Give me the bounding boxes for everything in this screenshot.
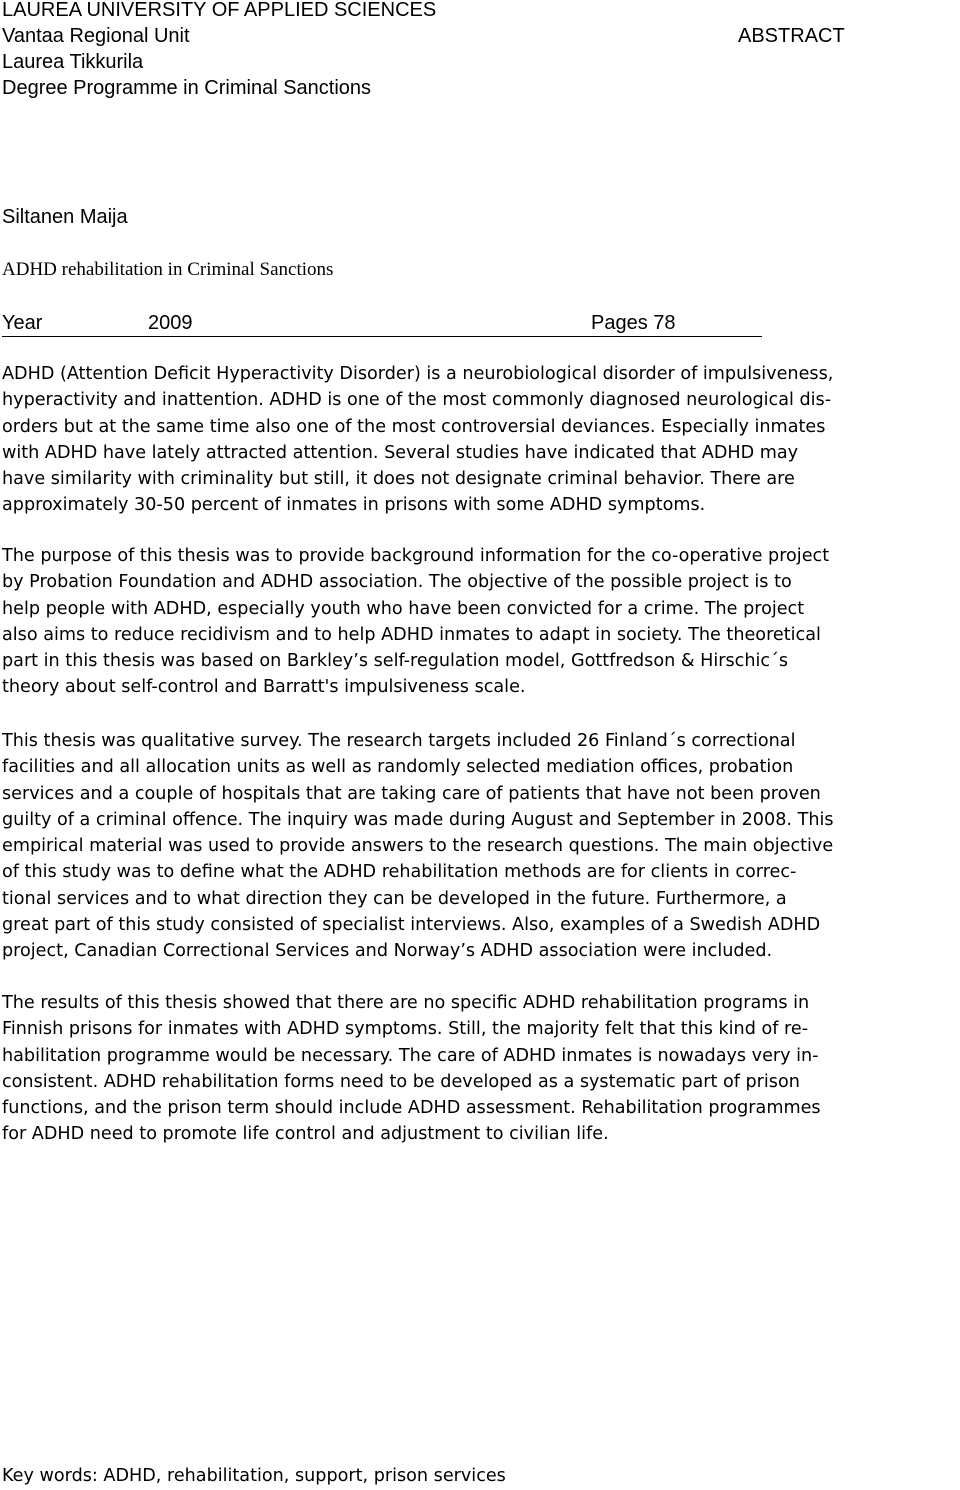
degree-programme: Degree Programme in Criminal Sanctions bbox=[2, 77, 372, 99]
year-label: Year bbox=[2, 312, 43, 334]
campus-name: Laurea Tikkurila bbox=[2, 51, 144, 73]
abstract-paragraph: The results of this thesis showed that there are no specific ADHD rehabilitation programs in Finnish prisons for inmates with ADHD symptoms. Still, the majority felt that this kind of re- habilitation programme would be necessary. The care of ADHD inmates is nowadays very in- consistent. ADHD rehabilitation forms need to be developed as a systematic part of prison functions, and the prison term should include ADHD assessment. Rehabilitation programmes for ADHD need to promote life control and adjustment to civilian life. bbox=[2, 993, 821, 1145]
abstract-paragraph: This thesis was qualitative survey. The research targets included 26 Finland´s correctional facilities and all allocation units as well as randomly selected mediation offices, probation services and a couple of hospitals that are taking care of patients that have not been proven guilty of a criminal offence. The inquiry was made during August and September in 2008. This empirical material was used to provide answers to the research questions. The main objective of this study was to define what the ADHD rehabilitation methods are for clients in correc- tional services and to what direction they can be developed in the future. Furthermore, a great part of this study consisted of specialist interviews. Also, examples of a Swedish ADHD project, Canadian Correctional Services and Norway’s ADHD association were included. bbox=[2, 731, 834, 962]
regional-unit: Vantaa Regional Unit bbox=[2, 25, 190, 47]
abstract-paragraph: ADHD (Attention Deficit Hyperactivity Disorder) is a neurobiological disorder of impulsiveness, hyperactivity and inattention. ADHD is one of the most commonly diagnosed neurological dis- orders but at the same time also one of the most controversial deviances. Especially inmates with ADHD have lately attracted attention. Several studies have indicated that ADHD may have similarity with criminality but still, it does not designate criminal behavior. There are approximately 30-50 percent of inmates in prisons with some ADHD symptoms. bbox=[2, 364, 834, 516]
thesis-meta-row bbox=[2, 310, 762, 337]
year-value: 2009 bbox=[148, 312, 193, 334]
pages-count: Pages 78 bbox=[591, 312, 676, 334]
author-name: Siltanen Maija bbox=[2, 206, 128, 228]
keywords-line: Key words: ADHD, rehabilitation, support, prison services bbox=[2, 1466, 506, 1486]
document-type-label: ABSTRACT bbox=[738, 25, 845, 47]
abstract-paragraph: The purpose of this thesis was to provide background information for the co-operative project by Probation Foundation and ADHD association. The objective of the possible project is to help people with ADHD, especially youth who have been convicted for a crime. The project also aims to reduce recidivism and to help ADHD inmates to adapt in society. The theoretical part in this thesis was based on Barkley’s self-regulation model, Gottfredson & Hirschic´s theory about self-control and Barratt's impulsiveness scale. bbox=[2, 546, 830, 698]
thesis-title: ADHD rehabilitation in Criminal Sanctions bbox=[2, 259, 334, 280]
institution-name: LAUREA UNIVERSITY OF APPLIED SCIENCES bbox=[2, 0, 437, 21]
